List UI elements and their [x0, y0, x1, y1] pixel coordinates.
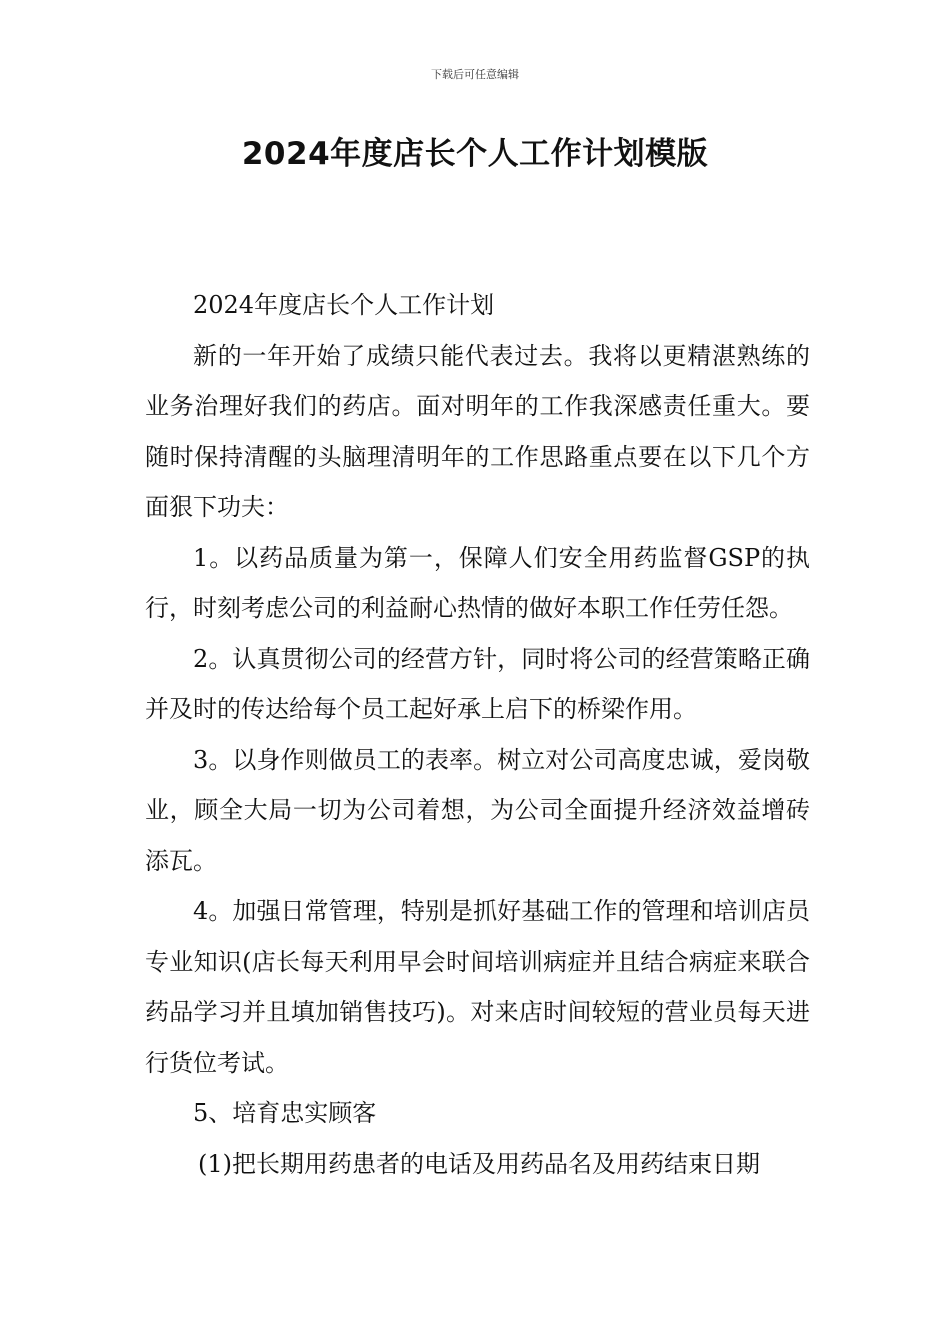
body-paragraph-item-5-heading: 5、培育忠实顾客	[193, 1099, 377, 1127]
body-paragraph-item-5-1: (1)把长期用药患者的电话及用药品名及用药结束日期	[198, 1149, 760, 1178]
body-paragraph-item-1: 1。以药品质量为第一，保障人们安全用药监督GSP的执行，时刻考虑公司的利益耐心热情的做好本职工作任劳任怨。	[145, 543, 810, 622]
body-paragraph-item-3: 3。以身作则做员工的表率。树立对公司高度忠诚，爱岗敬业，顾全大局一切为公司着想，为公司全面提升经济效益增砖添瓦。	[145, 745, 810, 875]
body-paragraph-item-2: 2。认真贯彻公司的经营方针，同时将公司的经营策略正确并及时的传达给每个员工起好承上启下的桥梁作用。	[145, 644, 810, 723]
header-note: 下载后可任意编辑	[431, 68, 519, 81]
body-paragraph-item-4: 4。加强日常管理，特别是抓好基础工作的管理和培训店员专业知识(店长每天利用早会时间培训病症并且结合病症来联合药品学习并且填加销售技巧)。对来店时间较短的营业员每天进行货位考试。	[145, 897, 810, 1077]
body-subtitle: 2024年度店长个人工作计划	[193, 291, 495, 319]
body-paragraph-intro: 新的一年开始了成绩只能代表过去。我将以更精湛熟练的业务治理好我们的药店。面对明年的工作我深感责任重大。要随时保持清醒的头脑理清明年的工作思路重点要在以下几个方面狠下功夫：	[145, 341, 810, 521]
document-title: 2024年度店长个人工作计划模版	[241, 136, 709, 172]
document-body	[145, 280, 810, 1189]
